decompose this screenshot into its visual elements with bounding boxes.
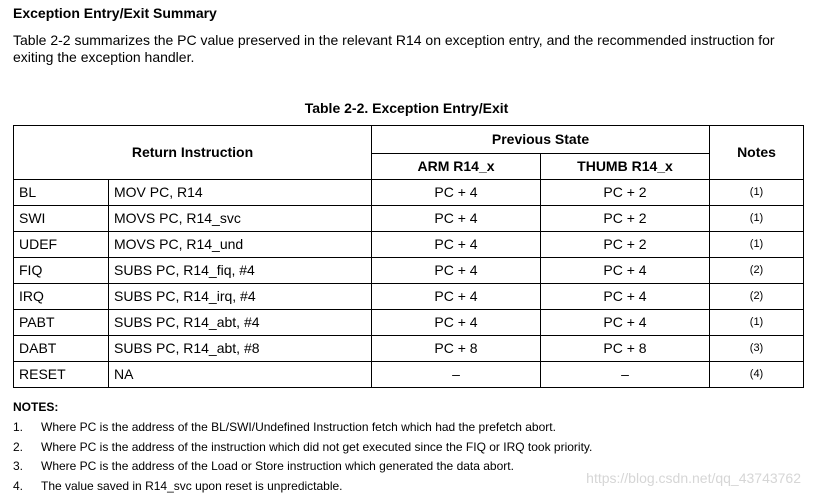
table-row [14, 284, 804, 310]
exception-cell: UDEF [14, 232, 109, 258]
table-row [14, 310, 804, 336]
note-ref-cell: (1) [710, 206, 804, 232]
note-item [13, 418, 803, 438]
exception-cell: PABT [14, 310, 109, 336]
exception-table [13, 125, 804, 388]
exception-cell: FIQ [14, 258, 109, 284]
thumb-cell: PC + 8 [541, 336, 710, 362]
note-ref-cell: (3) [710, 336, 804, 362]
arm-cell: PC + 4 [372, 180, 541, 206]
exception-cell: SWI [14, 206, 109, 232]
arm-cell: PC + 8 [372, 336, 541, 362]
header-arm-r14: ARM R14_x [372, 154, 541, 180]
instruction-cell: SUBS PC, R14_fiq, #4 [109, 258, 372, 284]
note-ref-cell: (4) [710, 362, 804, 388]
arm-cell: PC + 4 [372, 310, 541, 336]
note-item [13, 438, 803, 458]
table-row [14, 336, 804, 362]
arm-cell: PC + 4 [372, 258, 541, 284]
instruction-cell: MOVS PC, R14_svc [109, 206, 372, 232]
instruction-cell: SUBS PC, R14_irq, #4 [109, 284, 372, 310]
note-text: Where PC is the address of the instruction which did not get executed since the FIQ or IRQ took priority. [41, 439, 593, 454]
note-ref-cell: (1) [710, 180, 804, 206]
notes-title: NOTES: [13, 400, 59, 414]
table-row [14, 232, 804, 258]
note-number: 3. [13, 459, 24, 473]
note-number: 1. [13, 420, 24, 434]
note-ref-cell: (1) [710, 232, 804, 258]
thumb-cell: – [541, 362, 710, 388]
thumb-cell: PC + 4 [541, 284, 710, 310]
thumb-cell: PC + 2 [541, 180, 710, 206]
note-ref-cell: (2) [710, 284, 804, 310]
watermark: https://blog.csdn.net/qq_43743762 [586, 470, 801, 486]
arm-cell: – [372, 362, 541, 388]
arm-cell: PC + 4 [372, 232, 541, 258]
thumb-cell: PC + 4 [541, 258, 710, 284]
note-text: The value saved in R14_svc upon reset is unpredictable. [41, 478, 343, 493]
table-row [14, 206, 804, 232]
instruction-cell: SUBS PC, R14_abt, #4 [109, 310, 372, 336]
note-text: Where PC is the address of the BL/SWI/Undefined Instruction fetch which had the prefetch abort. [41, 420, 556, 434]
section-heading: Exception Entry/Exit Summary [13, 5, 217, 21]
note-number: 2. [13, 439, 24, 454]
note-text: Where PC is the address of the Load or Store instruction which generated the data abort. [41, 459, 514, 473]
note-ref-cell: (1) [710, 310, 804, 336]
note-ref-cell: (2) [710, 258, 804, 284]
exception-cell: DABT [14, 336, 109, 362]
header-thumb-r14: THUMB R14_x [541, 154, 710, 180]
intro-paragraph: Table 2-2 summarizes the PC value preserved in the relevant R14 on exception entry, and the recommended instruction for exiting the exception handler. [13, 32, 775, 65]
arm-cell: PC + 4 [372, 206, 541, 232]
header-previous-state: Previous State [372, 126, 710, 154]
instruction-cell: MOV PC, R14 [109, 180, 372, 206]
thumb-cell: PC + 2 [541, 232, 710, 258]
thumb-cell: PC + 2 [541, 206, 710, 232]
header-notes: Notes [710, 126, 804, 180]
exception-cell: IRQ [14, 284, 109, 310]
table-row [14, 180, 804, 206]
table-header-row [14, 126, 804, 154]
table-row [14, 258, 804, 284]
exception-cell: BL [14, 180, 109, 206]
header-return-instruction: Return Instruction [14, 126, 372, 180]
table-caption: Table 2-2. Exception Entry/Exit [304, 100, 509, 116]
note-number: 4. [13, 478, 24, 493]
arm-cell: PC + 4 [372, 284, 541, 310]
instruction-cell: SUBS PC, R14_abt, #8 [109, 336, 372, 362]
thumb-cell: PC + 4 [541, 310, 710, 336]
instruction-cell: MOVS PC, R14_und [109, 232, 372, 258]
table-row [14, 362, 804, 388]
exception-cell: RESET [14, 362, 109, 388]
instruction-cell: NA [109, 362, 372, 388]
